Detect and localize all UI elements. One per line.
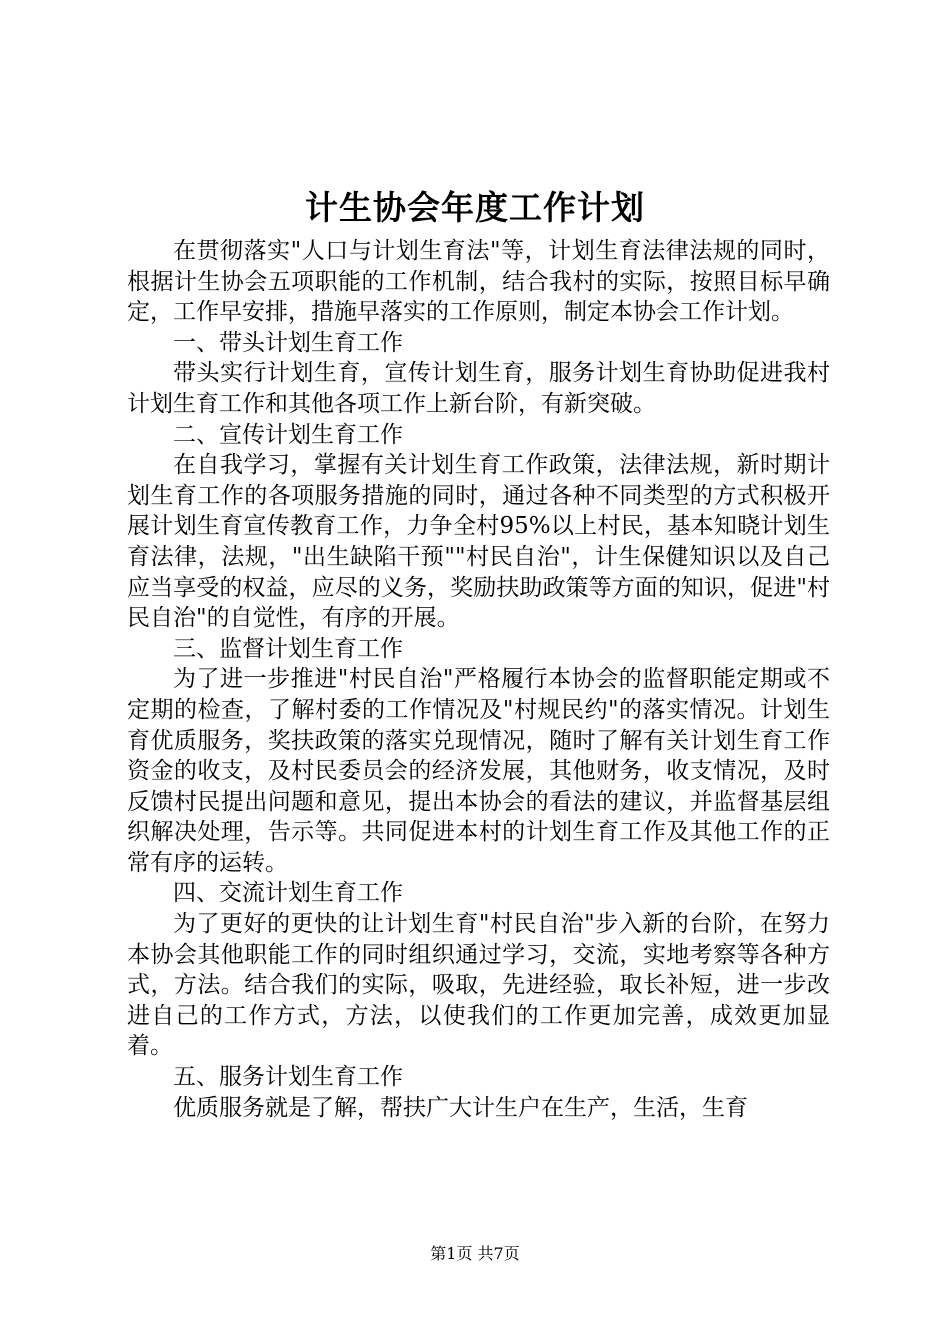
section-heading-4: 四、交流计划生育工作 <box>173 880 403 907</box>
document-title: 计生协会年度工作计划 <box>305 188 645 227</box>
section-heading-3: 三、监督计划生育工作 <box>173 635 403 662</box>
section-paragraph-3: 为了进一步推进"村民自治"严格履行本协会的监督职能定期或不定期的检查，了解村委的工作情况及"村规民约"的落实情况。计划生育优质服务，奖扶政策的落实兑现情况，随时了解有关计划生育工作资金的收支，及村民委员会的经济发展，其他财务，收支情况，及时反馈村民提出问题和意见，提出本协会的看法的建议，并监督基层组织解决处理，告示等。共同促进本村的计划生育工作及其他工作的正常有序的运转。 <box>127 666 830 876</box>
section-paragraph-5: 优质服务就是了解，帮扶广大计生户在生产，生活，生育 <box>173 1094 748 1121</box>
section-heading-5: 五、服务计划生育工作 <box>173 1064 403 1091</box>
section-paragraph-2: 在自我学习，掌握有关计划生育工作政策，法律法规，新时期计划生育工作的各项服务措施的同时，通过各种不同类型的方式积极开展计划生育宣传教育工作，力争全村95%以上村民，基本知晓计划生育法律，法规，"出生缺陷干预""村民自治"，计生保健知识以及自己应当享受的权益，应尽的义务，奖励扶助政策等方面的知识，促进"村民自治"的自觉性，有序的开展。 <box>127 452 830 632</box>
document-body <box>127 236 830 1123</box>
section-heading-2: 二、宣传计划生育工作 <box>173 421 403 448</box>
page-footer: 第1页 共7页 <box>430 1244 520 1263</box>
section-paragraph-4: 为了更好的更快的让计划生育"村民自治"步入新的台阶，在努力本协会其他职能工作的同时组织通过学习，交流，实地考察等各种方式，方法。结合我们的实际，吸取，先进经验，取长补短，进一步改进自己的工作方式，方法，以使我们的工作更加完善，成效更加显着。 <box>127 911 830 1060</box>
intro-paragraph: 在贯彻落实"人口与计划生育法"等，计划生育法律法规的同时，根据计生协会五项职能的工作机制，结合我村的实际，按照目标早确定，工作早安排，措施早落实的工作原则，制定本协会工作计划。 <box>127 238 830 326</box>
section-paragraph-1: 带头实行计划生育，宣传计划生育，服务计划生育协助促进我村计划生育工作和其他各项工作上新台阶，有新突破。 <box>127 360 830 417</box>
section-heading-1: 一、带头计划生育工作 <box>173 329 403 356</box>
